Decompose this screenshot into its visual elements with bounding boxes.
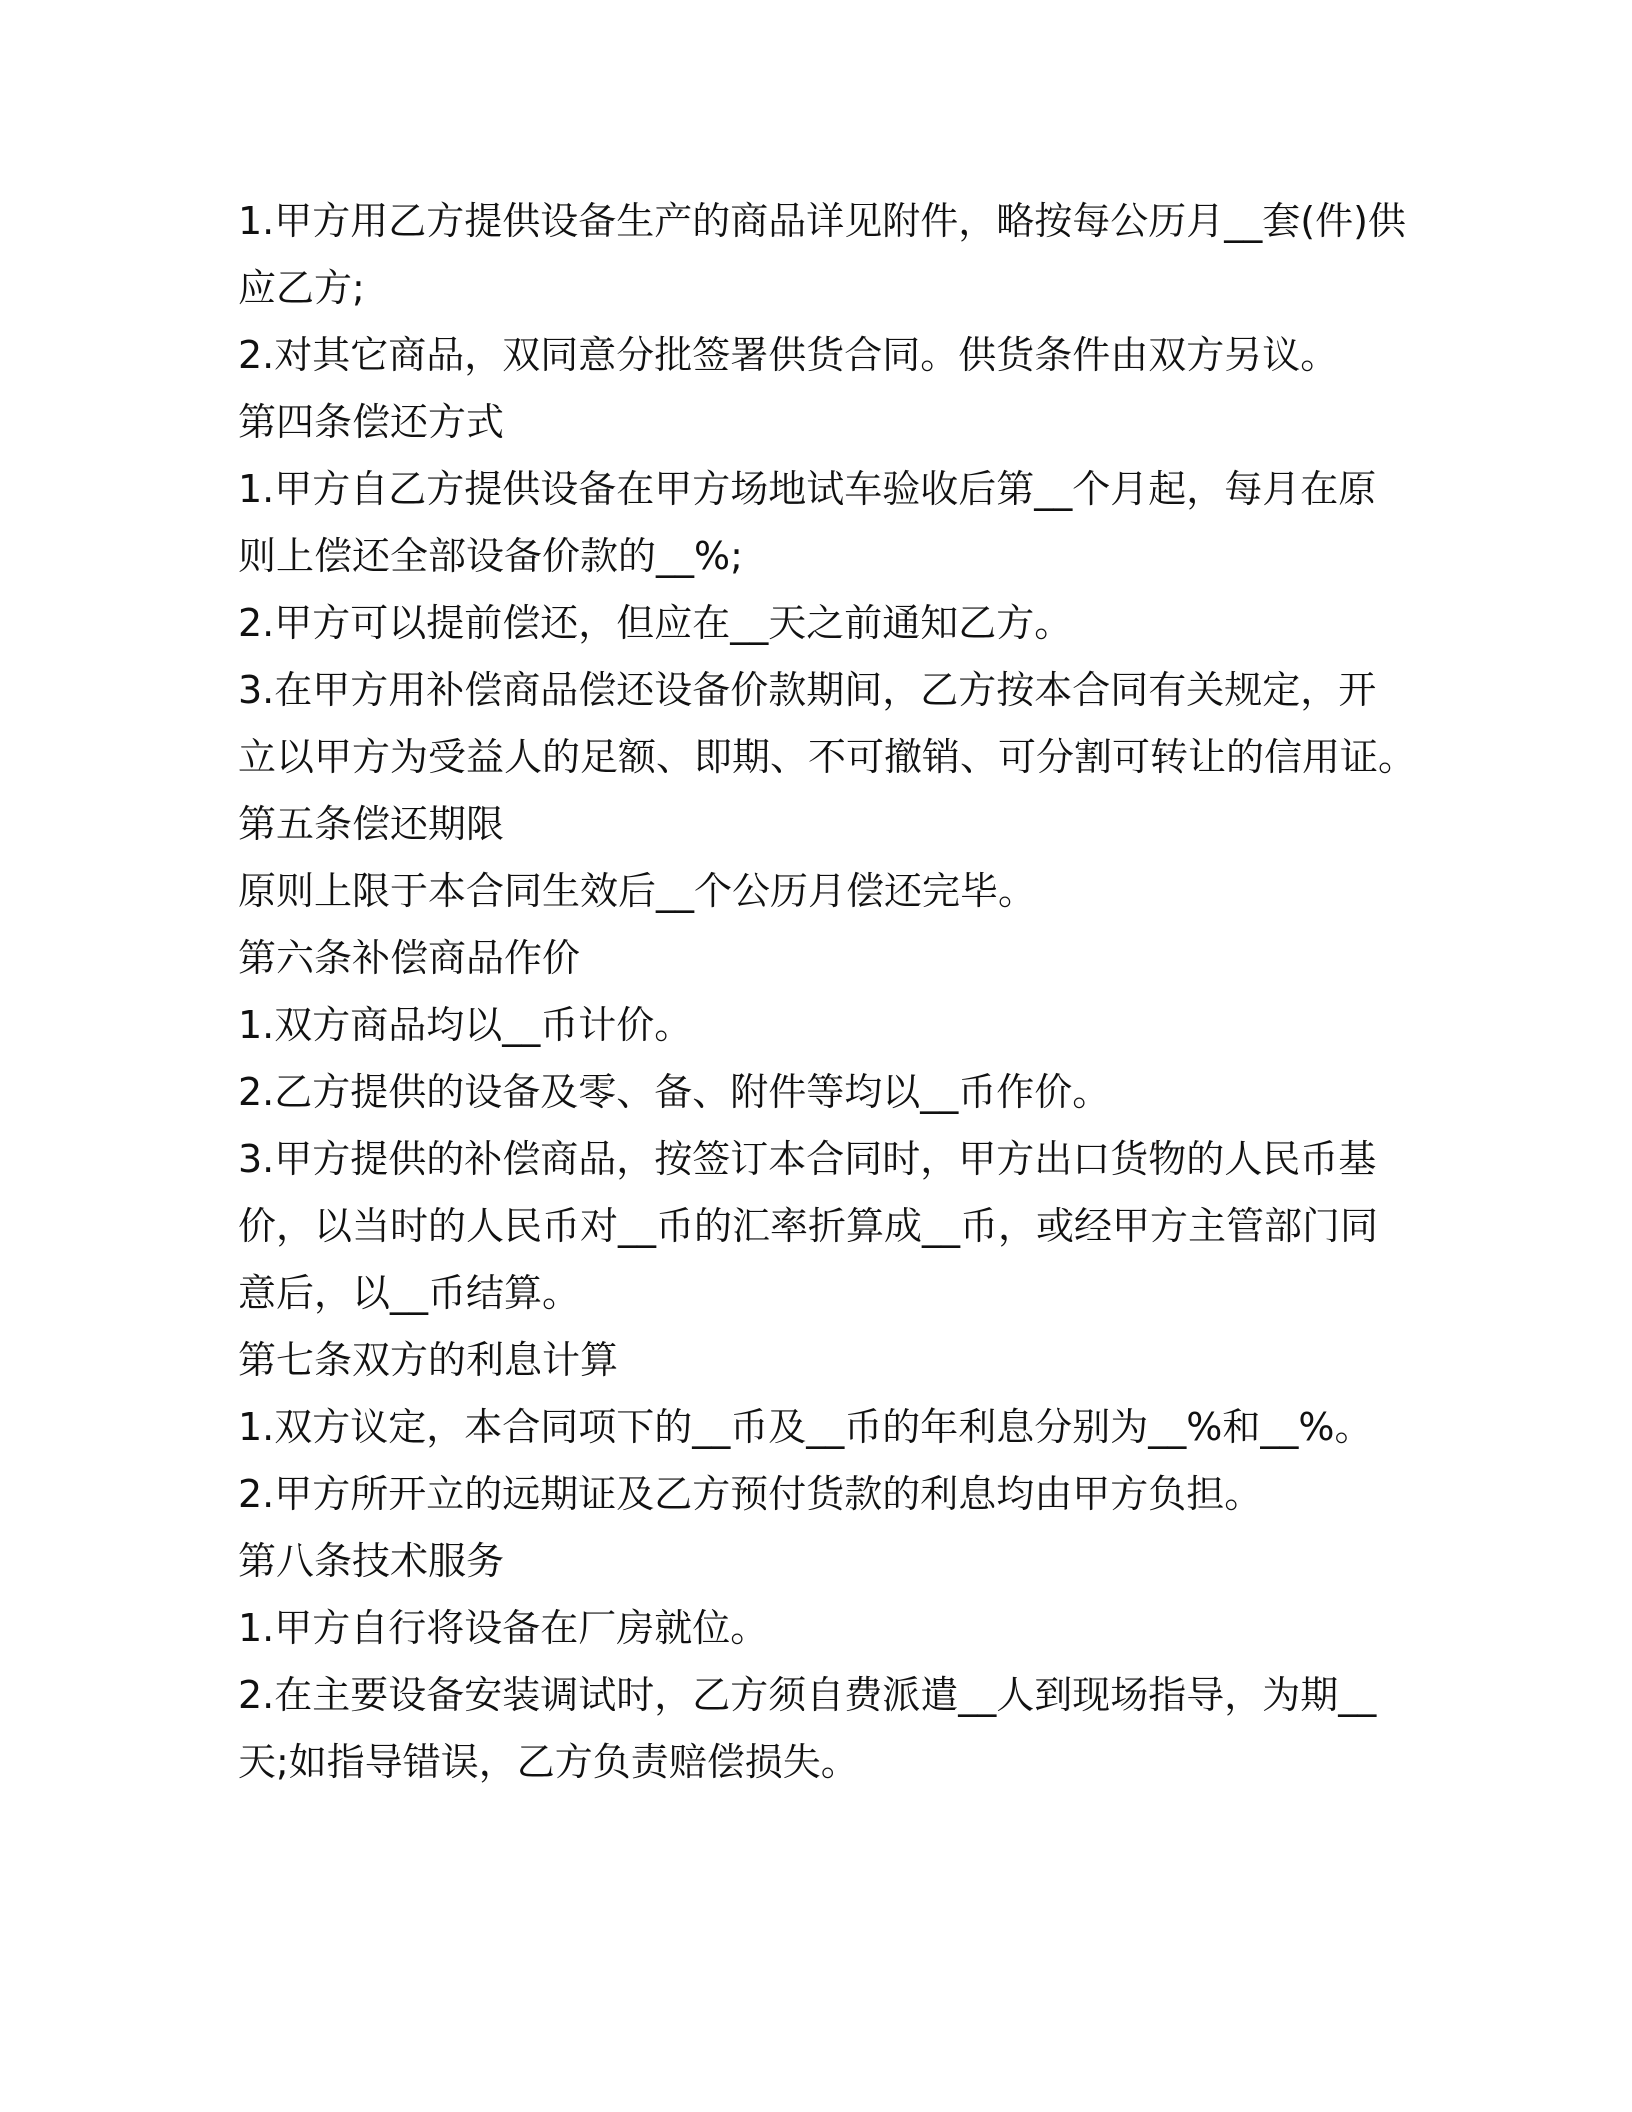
section-heading: 第八条技术服务 <box>238 1539 505 1583</box>
section-heading: 第六条补偿商品作价 <box>238 936 581 980</box>
text-line: 原则上限于本合同生效后__个公历月偿还完毕。 <box>238 869 1037 913</box>
text-line: 立以甲方为受益人的足额、即期、不可撤销、可分割可转让的信用证。 <box>238 735 1417 779</box>
text-line: 2.甲方所开立的远期证及乙方预付货款的利息均由甲方负担。 <box>238 1472 1263 1516</box>
section-heading: 第五条偿还期限 <box>238 802 505 846</box>
text-line: 意后，以__币结算。 <box>238 1271 581 1315</box>
text-line: 2.对其它商品，双同意分批签署供货合同。供货条件由双方另议。 <box>238 333 1339 377</box>
text-line: 2.在主要设备安装调试时，乙方须自费派遣__人到现场指导，为期__ <box>238 1673 1377 1717</box>
text-line: 2.甲方可以提前偿还，但应在__天之前通知乙方。 <box>238 601 1073 645</box>
text-line: 价，以当时的人民币对__币的汇率折算成__币，或经甲方主管部门同 <box>238 1204 1379 1248</box>
section-heading: 第四条偿还方式 <box>238 400 505 444</box>
text-line: 2.乙方提供的设备及零、备、附件等均以__币作价。 <box>238 1070 1111 1114</box>
text-line: 1.双方商品均以__币计价。 <box>238 1003 693 1047</box>
text-line: 应乙方; <box>238 266 365 310</box>
text-line: 天;如指导错误，乙方负责赔偿损失。 <box>238 1740 859 1784</box>
text-line: 则上偿还全部设备价款的__%; <box>238 534 743 578</box>
text-line: 3.甲方提供的补偿商品，按签订本合同时，甲方出口货物的人民币基 <box>238 1137 1377 1181</box>
section-heading: 第七条双方的利息计算 <box>238 1338 619 1382</box>
text-line: 1.甲方自乙方提供设备在甲方场地试车验收后第__个月起，每月在原 <box>238 467 1377 511</box>
text-line: 1.甲方用乙方提供设备生产的商品详见附件，略按每公历月__套(件)供 <box>238 199 1406 243</box>
document-body <box>238 188 1417 1796</box>
text-line: 1.双方议定，本合同项下的__币及__币的年利息分别为__%和__%。 <box>238 1405 1373 1449</box>
text-line: 3.在甲方用补偿商品偿还设备价款期间，乙方按本合同有关规定，开 <box>238 668 1377 712</box>
text-line: 1.甲方自行将设备在厂房就位。 <box>238 1606 769 1650</box>
